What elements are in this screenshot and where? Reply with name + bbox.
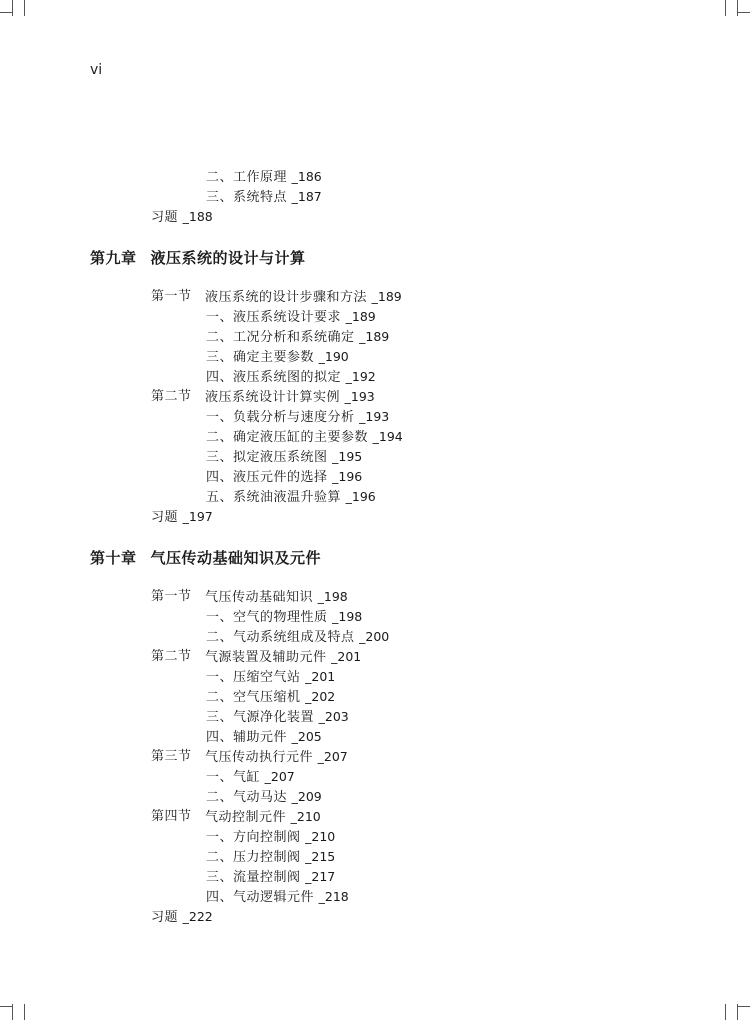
section-label: 第一节 [151,589,192,604]
page-ref: _195 [332,449,363,464]
page-ref: _192 [345,369,376,384]
entry-title: 三、拟定液压系统图 [206,450,333,465]
chapter-title: 液压系统的设计与计算 [150,249,306,267]
toc-subsection-entry [206,368,376,387]
page-ref: _187 [291,189,322,204]
entry-title: 四、液压元件的选择 [206,470,333,485]
toc-subsection-entry [206,828,335,847]
chapter-heading [90,548,321,568]
toc-subsection-entry [206,328,389,347]
toc-subsection-entry [206,428,403,447]
page-ref: _189 [371,289,402,304]
entry-title: 二、工作原理 [206,170,292,185]
page-ref: _215 [305,849,336,864]
section-label: 第一节 [151,289,192,304]
toc-subsection-entry [206,628,389,647]
entry-title: 二、压力控制阀 [206,850,306,865]
entry-title: 三、气源净化装置 [206,710,319,725]
page-ref: _203 [318,709,349,724]
page-ref: _189 [345,309,376,324]
entry-title: 习题 [151,510,183,525]
page-ref: _198 [317,589,348,604]
toc-subsection-entry [206,308,376,327]
entry-title: 二、工况分析和系统确定 [206,330,360,345]
entry-title: 四、辅助元件 [206,730,292,745]
toc-exercise-entry [151,508,213,527]
page-ref: _196 [345,489,376,504]
section-title: 气源装置及辅助元件 _201 [205,649,362,665]
entry-title: 一、液压系统设计要求 [206,310,346,325]
toc-subsection-entry [206,608,362,627]
entry-title: 习题 [151,210,183,225]
page-ref: _194 [372,429,403,444]
toc-subsection-entry [206,788,322,807]
entry-title: 习题 [151,910,183,925]
entry-title: 一、负载分析与速度分析 [206,410,360,425]
page-ref: _188 [182,209,213,224]
page-ref: _210 [290,809,321,824]
toc-subsection-entry [206,868,335,887]
entry-title: 一、气缸 [206,770,265,785]
page-ref: _201 [331,649,362,664]
entry-title: 二、确定液压缸的主要参数 [206,430,373,445]
page-ref: _202 [305,689,336,704]
entry-title: 四、液压系统图的拟定 [206,370,346,385]
toc-subsection-entry [206,408,389,427]
toc-subsection-entry [206,708,349,727]
toc-subsection-entry [206,468,362,487]
toc-subsection-entry [206,488,376,507]
entry-title: 二、气动系统组成及特点 [206,630,360,645]
chapter-label: 第十章 [90,549,137,567]
page-ref: _186 [291,169,322,184]
page-ref: _193 [344,389,375,404]
toc-subsection-entry [206,668,335,687]
entry-title: 一、压缩空气站 [206,670,306,685]
toc-subsection-entry [206,888,349,907]
page-ref: _217 [305,869,336,884]
entry-title: 四、气动逻辑元件 [206,890,319,905]
page-ref: _196 [332,469,363,484]
chapter-title: 气压传动基础知识及元件 [150,549,322,567]
section-title: 气动控制元件 _210 [205,809,321,825]
section-label: 第二节 [151,649,192,664]
toc-subsection-entry [206,448,362,467]
page-ref: _222 [182,909,213,924]
page-ref: _190 [318,349,349,364]
toc-subsection-entry [206,768,295,787]
chapter-label: 第九章 [90,249,137,267]
page-ref: _198 [332,609,363,624]
section-label: 第二节 [151,389,192,404]
entry-title: 三、流量控制阀 [206,870,306,885]
page-ref: _205 [291,729,322,744]
page-ref: _218 [318,889,349,904]
page-ref: _189 [359,329,390,344]
entry-title: 五、系统油液温升验算 [206,490,346,505]
toc-exercise-entry [151,208,213,227]
page-ref: _193 [359,409,390,424]
entry-title: 二、气动马达 [206,790,292,805]
section-title: 气压传动执行元件 _207 [205,749,348,765]
section-label: 第四节 [151,809,192,824]
toc-exercise-entry [151,908,213,927]
toc-subsection-entry [206,168,322,187]
toc-subsection-entry [206,188,322,207]
section-title: 气压传动基础知识 _198 [205,589,348,605]
toc-subsection-entry [206,688,335,707]
page-ref: _207 [317,749,348,764]
toc-subsection-entry [206,348,349,367]
toc-subsection-entry [206,848,335,867]
entry-title: 一、空气的物理性质 [206,610,333,625]
page-ref: _200 [359,629,390,644]
section-title: 液压系统的设计步骤和方法 _189 [205,289,402,305]
page-ref: _209 [291,789,322,804]
section-label: 第三节 [151,749,192,764]
page-ref: _197 [182,509,213,524]
entry-title: 一、方向控制阀 [206,830,306,845]
page-number: vi [90,62,103,78]
page-ref: _201 [305,669,336,684]
entry-title: 二、空气压缩机 [206,690,306,705]
chapter-heading [90,248,306,268]
toc-subsection-entry [206,728,322,747]
section-title: 液压系统设计计算实例 _193 [205,389,375,405]
entry-title: 三、确定主要参数 [206,350,319,365]
page-ref: _207 [264,769,295,784]
entry-title: 三、系统特点 [206,190,292,205]
page-ref: _210 [305,829,336,844]
